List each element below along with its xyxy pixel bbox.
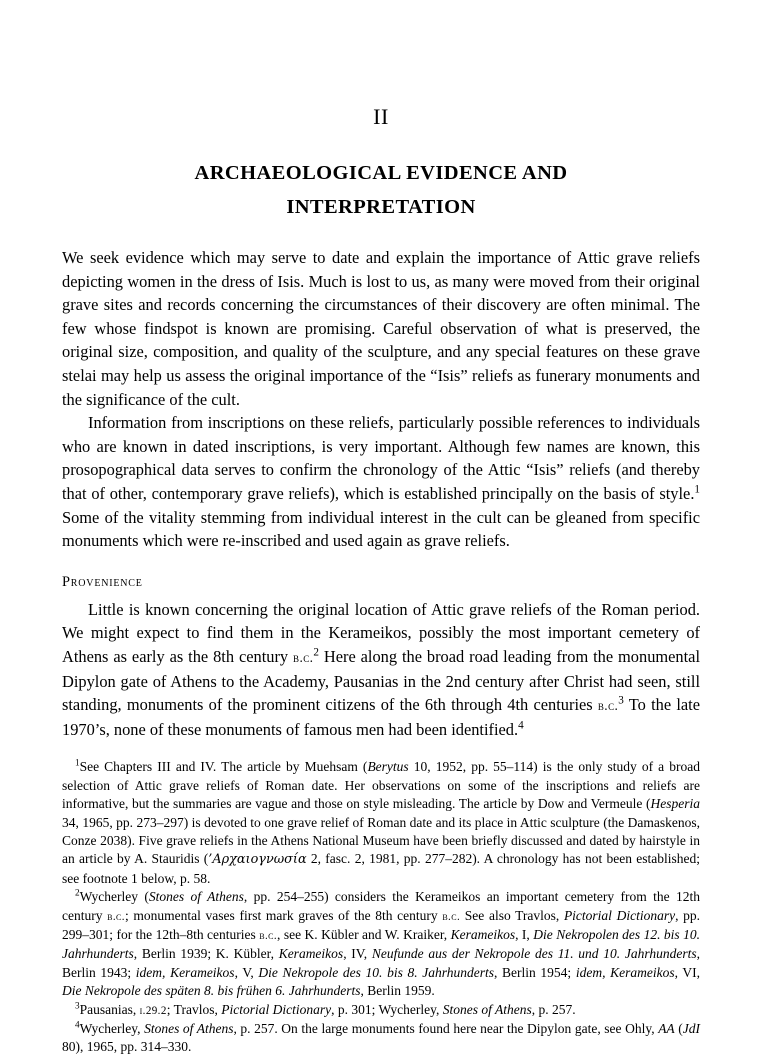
footnote-2-sc-a: b.c. <box>107 910 125 923</box>
footnote-2-text-l: , Berlin 1954; <box>494 964 576 980</box>
footnote-2-italic-f: Neufunde aus der Nekropole des 11. und 10. Jahrhunderts <box>371 946 697 962</box>
footnote-1-marker: 1 <box>75 757 80 768</box>
footnote-2-text-e: , pp. 299–301; for the 12th–8th centuries <box>62 907 701 942</box>
footnote-1-italic-a: Berytus <box>367 759 409 775</box>
footnote-2 <box>62 888 700 1000</box>
footnote-2-text-f: , see K. Kübler and W. Kraiker, <box>277 926 451 942</box>
footnote-2-italic-a: Stones of Athens <box>148 889 244 905</box>
footnote-4-italic-c: JdI <box>682 1020 701 1036</box>
footnote-2-italic-e: Kerameikos <box>278 946 344 962</box>
footnote-3-sc-a: i.29.2 <box>139 1004 167 1017</box>
footnotes-block <box>62 758 700 1057</box>
footnote-2-sc-b: b.c. <box>442 910 461 923</box>
footnote-1 <box>62 758 700 888</box>
footnote-1-text-c: 34, 1965, pp. 273–297) is devoted to one grave relief of Roman date and its place in Attic sculpture (the Damaskenos, Conze 2038). Five grave reliefs in the Athens National Museum have been briefly discussed and dated by hairstyle in an article by A. Stauridis ( <box>62 814 700 867</box>
footnote-3-italic-b: Stones of Athens <box>442 1001 532 1017</box>
paragraph-provenience <box>62 598 700 742</box>
footnote-2-italic-b: Pictorial Dictionary <box>563 907 676 923</box>
footnote-2-sc-c: b.c. <box>259 929 278 942</box>
footnote-1-text-d: 2, fasc. 2, 1981, pp. 277–282). A chronology has not been established; see footnote 1 below, p. 58. <box>62 851 700 886</box>
chapter-number: II <box>373 104 389 129</box>
footnote-4-text-b: , p. 257. On the large monuments found here near the Dipylon gate, see Ohly, <box>233 1020 659 1036</box>
footnote-2-text-c: ; monumental vases first mark graves of the 8th century <box>124 907 443 923</box>
footnote-4-italic-a: Stones of Athens <box>144 1020 234 1036</box>
footnote-4-italic-b: AA <box>658 1020 675 1036</box>
footnote-1-italic-b: Hesperia <box>650 796 700 812</box>
footnote-3-text-b: ; Travlos, <box>166 1001 222 1017</box>
footnote-3-italic-a: Pictorial Dictionary <box>221 1001 332 1017</box>
footnote-marker-2: 2 <box>313 646 319 659</box>
footnote-2-italic-j: Die Nekropole des späten 8. bis frühen 6. Jahrhunderts <box>62 983 361 999</box>
section-heading-provenience: Provenience <box>62 573 143 590</box>
footnote-3-marker: 3 <box>75 1000 80 1011</box>
footnote-3 <box>62 1001 700 1020</box>
footnote-4-marker: 4 <box>75 1019 80 1030</box>
footnote-1-text-b: 10, 1952, pp. 55–114) is the only study of a broad selection of Attic grave reliefs of Roman date. Her observations on some of the inscriptions and reliefs are informative, but the summaries are vague and those on style misleading. The article by Dow and Vermeule ( <box>62 759 700 812</box>
footnote-2-text-j: , Berlin 1943; <box>62 946 700 980</box>
paragraph-2-tail: Some of the vitality stemming from individual interest in the cult can be gleaned from specific monuments which were re-inscribed and used again as grave reliefs. <box>62 507 700 551</box>
footnote-2-text-m: , VI, <box>674 964 701 980</box>
footnote-2-text-n: , Berlin 1959. <box>360 983 435 999</box>
paragraph-1: We seek evidence which may serve to date and explain the importance of Attic grave reliefs depicting women in the dress of Isis. Much is lost to us, as many were moved from their original grave sites and records concerning the circumstances of their discovery are often minimal. The few whose findspot is known are promising. Careful observation of what is preserved, the original size, composition, and quality of the sculpture, and any special features on these grave stelai may help us assess the original importance of the “Isis” reliefs as funerary monuments and the significance of the cult. <box>62 248 700 409</box>
paragraph-2-text: Information from inscriptions on these reliefs, particularly possible references to individuals who are known in dated inscriptions, is very important. Although few names are known, this prosopographical data serves to confirm the chronology of the Attic “Isis” reliefs (and thereby that of other, contemporary grave reliefs), which is established principally on the basis of style. <box>62 413 700 503</box>
footnote-2-text-k: , V, <box>234 964 259 980</box>
footnote-2-italic-g: idem, Kerameikos <box>135 964 235 980</box>
footnote-4-text-a: Wycherley, <box>79 1020 145 1036</box>
footnote-3-text-c: , p. 301; Wycherley, <box>331 1001 443 1017</box>
provenience-text-1: Little is known concerning the original location of Attic grave reliefs of the Roman period. We might expect to find them in the Kerameikos, possibly the most important cemetery of Athens as early as the 8th century <box>62 599 700 666</box>
footnote-2-text-h: , Berlin 1939; K. Kübler, <box>133 946 279 962</box>
footnote-1-greek-title: ’Αρχαιογνωσία <box>208 852 307 868</box>
provenience-text-2: Here along the broad road leading from the monumental Dipylon gate of Athens to the Academy, Pausanias in the 2nd century after Christ had seen, still standing, monuments of the prominent citizens of the 6th through 4th centuries <box>62 646 700 715</box>
footnote-2-text-i: , IV, <box>343 946 372 962</box>
footnote-marker-4: 4 <box>518 719 524 732</box>
chapter-title-line-2: INTERPRETATION <box>286 196 476 218</box>
footnote-3-text-a: Pausanias, <box>79 1001 140 1017</box>
footnote-3-text-d: , p. 257. <box>531 1001 576 1017</box>
bc-abbrev-1: b.c. <box>293 649 314 665</box>
footnote-4-text-d: 80), 1965, pp. 314–330. <box>62 1039 192 1055</box>
footnote-1-text-a: See Chapters III and IV. The article by Muehsam ( <box>79 759 368 775</box>
footnote-marker-1: 1 <box>694 483 700 496</box>
provenience-text-3: To the late 1970’s, none of these monuments of famous men had been identified. <box>62 695 700 739</box>
footnote-2-italic-c: Kerameikos <box>450 926 516 942</box>
chapter-title <box>62 156 700 224</box>
footnote-2-text-b: , pp. 254–255) considers the Kerameikos an important cemetery from the 12th century <box>62 889 700 923</box>
footnote-2-italic-d: Die Nekropolen des 12. bis 10. Jahrhunderts <box>62 926 700 962</box>
footnote-2-italic-i: idem, Kerameikos <box>575 964 675 980</box>
footnote-2-text-d: See also Travlos, <box>460 907 564 923</box>
footnote-2-italic-h: Die Nekropole des 10. bis 8. Jahrhunderts <box>258 964 495 980</box>
bc-abbrev-2: b.c. <box>597 698 619 714</box>
footnote-marker-3: 3 <box>618 694 624 707</box>
chapter-title-line-1: ARCHAEOLOGICAL EVIDENCE AND <box>194 162 568 184</box>
footnote-2-marker: 2 <box>75 887 80 898</box>
footnote-2-text-g: , I, <box>515 926 534 942</box>
footnote-4 <box>62 1020 700 1057</box>
footnote-2-text-a: Wycherley ( <box>79 889 149 905</box>
footnote-4-text-c: ( <box>674 1020 683 1036</box>
paragraph-2 <box>62 411 700 553</box>
